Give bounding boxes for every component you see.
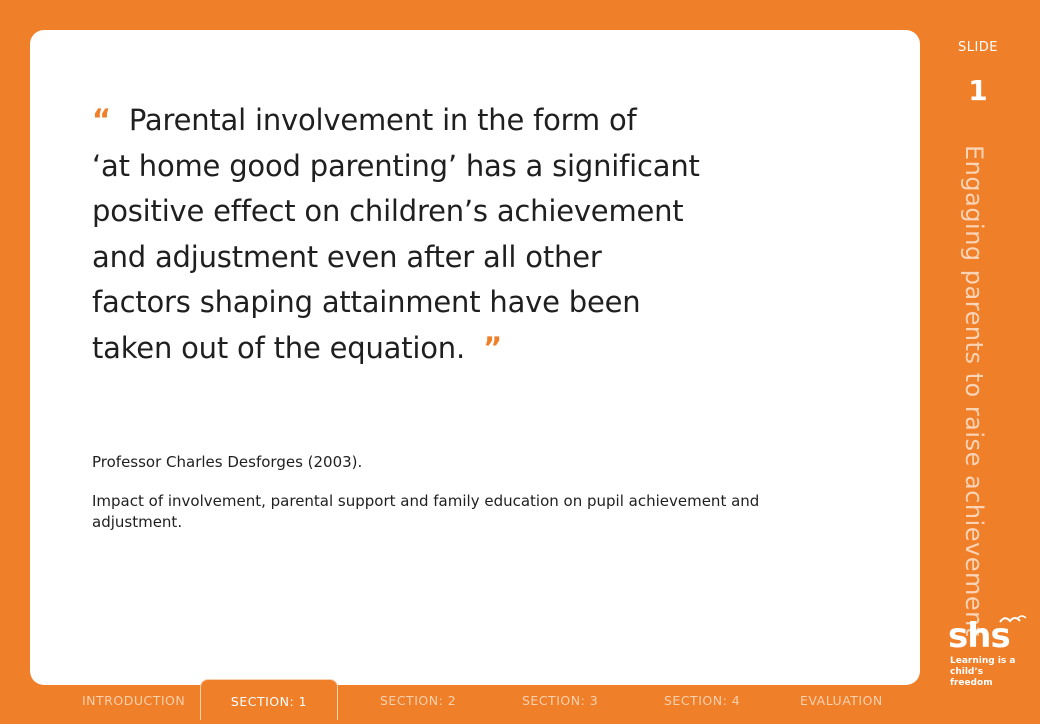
section-tab-bar bbox=[0, 683, 1040, 720]
tab-section-1[interactable]: SECTION: 1 bbox=[200, 679, 338, 720]
tab-introduction[interactable]: INTRODUCTION bbox=[82, 693, 186, 708]
slide-number: 1 bbox=[968, 74, 988, 107]
tab-section-3[interactable]: SECTION: 3 bbox=[522, 693, 599, 708]
quote-line-3: positive effect on children’s achievement bbox=[92, 194, 684, 228]
quote-line-6: taken out of the equation. ” bbox=[92, 330, 502, 365]
quote-text bbox=[92, 98, 812, 371]
logo-tagline: Learning is a child’s freedom bbox=[950, 656, 1016, 688]
tab-section-4[interactable]: SECTION: 4 bbox=[664, 693, 741, 708]
slide-label: SLIDE bbox=[957, 40, 999, 55]
logo-wordmark: shs bbox=[948, 616, 1010, 656]
shs-logo bbox=[948, 612, 1028, 688]
citation-title: Impact of involvement, parental support and family education on pupil achievement and adjustment. bbox=[92, 492, 760, 531]
citation bbox=[92, 452, 812, 551]
open-quote-mark: “ bbox=[92, 103, 111, 137]
close-quote-mark: ” bbox=[483, 330, 502, 365]
citation-author: Professor Charles Desforges (2003). bbox=[92, 453, 363, 471]
quote-line-4: and adjustment even after all other bbox=[92, 239, 602, 274]
quote-line-5: factors shaping attainment have been bbox=[92, 285, 641, 319]
presentation-title: Engaging parents to raise achievement bbox=[960, 145, 988, 637]
quote-line-2: ‘at home good parenting’ has a significant bbox=[92, 148, 700, 183]
quote-line-1: “ Parental involvement in the form of bbox=[92, 103, 637, 137]
tab-evaluation[interactable]: EVALUATION bbox=[800, 693, 883, 708]
tab-section-2[interactable]: SECTION: 2 bbox=[380, 693, 457, 708]
